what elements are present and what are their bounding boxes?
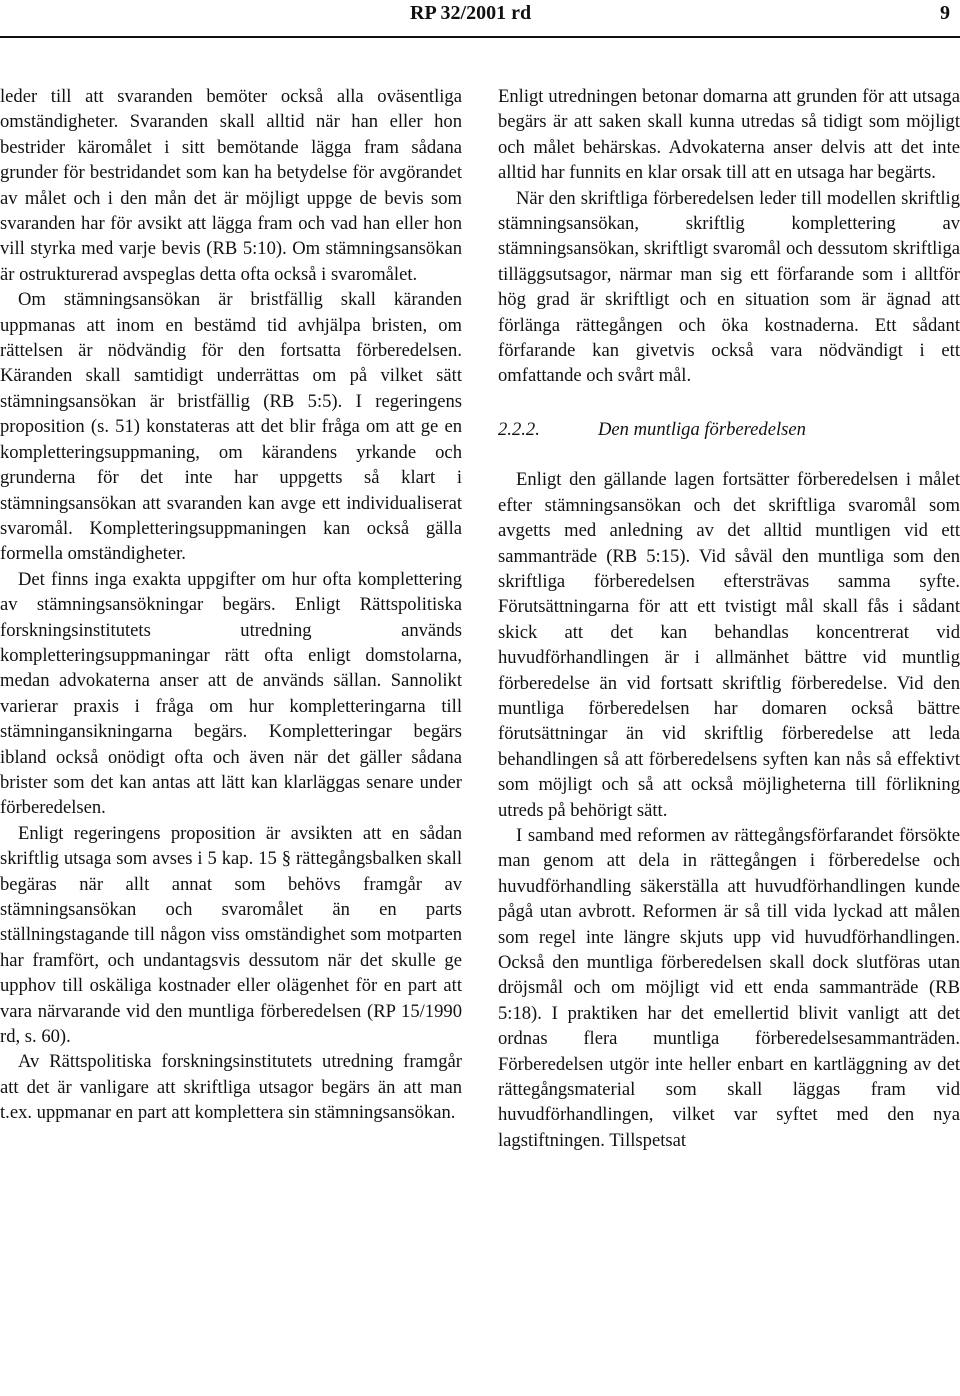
right-column (498, 84, 960, 1153)
left-column (0, 84, 462, 1126)
page-number: 9 (940, 2, 950, 24)
paragraph: Enligt regeringens proposition är avsikten att en sådan skriftlig utsaga som avses i 5 kap. 15 § rättegångsbalken skall begäras när allt annat som behövs framgår av stämningsansökan och svaromålet än en parts ställningstagande till någon viss omständighet som motparten har framfört, och undantagsvis dessutom när det skulle ge upphov till oskäliga kostnader eller olägenhet för en part att vara närvarande vid den muntliga förberedelsen (RP 15/1990 rd, s. 60). (0, 822, 462, 1048)
paragraph: Av Rättspolitiska forskningsinstitutets utredning framgår att det är vanligare att skriftliga utsagor begärs än att man t.ex. uppmanar en part att komplettera sin stämningsansökan. (0, 1051, 462, 1124)
section-title: Den muntliga förberedelsen (598, 418, 806, 440)
paragraph: leder till att svaranden bemöter också alla oväsentliga omständigheter. Svaranden skall alltid när han eller hon bestrider käromålet i sitt bemötande lägga fram sådana grunder för bestridandet som kan ha betydelse för avgörandet av målet och i den mån det är möjligt uppge de bevis som svaranden har för avsikt att lägga fram och vad han eller hon vill styrka med varje bevis (RB 5:10). Om stämningsansökan är ostrukturerad avspeglas detta ofta också i svaromålet. (0, 86, 462, 285)
document-reference: RP 32/2001 rd (410, 2, 532, 24)
header-divider (0, 36, 960, 38)
paragraph: Om stämningsansökan är bristfällig skall käranden uppmanas att inom en bestämd tid avhjälpa bristen, om rättelsen är nödvändig för den fortsatta förberedelsen. Käranden skall samtidigt underrättas om på vilket sätt stämningsansökan är bristfällig (RB 5:5). I regeringens proposition (s. 51) konstateras att det blir fråga om att ge en kompletteringsuppmaning, om kärandens yrkande och grunderna för det inte har uppgetts så klart i stämningsansökan att svaranden kan avge ett individualiserat svaromål. Kompletteringsuppmaningen kan också gälla formella omständigheter. (0, 289, 462, 565)
paragraph: När den skriftliga förberedelsen leder till modellen skriftlig stämningsansökan, skriftlig komplettering av stämningsansökan, skriftligt svaromål och dessutom skriftliga tilläggsutsagor, närmar man sig ett förfarande som i alltför hög grad är skriftligt och en situation som är ägnad att förlänga rättegången och öka kostnaderna. Ett sådant förfarande kan givetvis också vara nödvändigt i ett omfattande och svårt mål. (498, 187, 960, 387)
section-heading (498, 417, 960, 442)
paragraph: I samband med reformen av rättegångsförfarandet försökte man genom att dela in rättegången i förberedelse och huvudförhandling säkerställa att huvudförhandlingen kunde pågå utan avbrott. Reformen är så till vida lyckad att målen som regel inte längre skjuts upp vid huvudförhandlingen. Också den muntliga förberedelsen skall dock slutföras utan dröjsmål och om möjligt vid ett enda sammanträde (RB 5:18). I praktiken har det emellertid blivit vanligt att det ordnas flera muntliga förberedelsesammanträden. Förberedelsen utgör inte heller enbart en kartläggning av det rättegångsmaterial som skall läggas fram vid huvudförhandlingen, vilket var syftet med den nya lagstiftningen. Tillspetsat (498, 824, 960, 1151)
section-number: 2.2.2. (498, 418, 540, 440)
paragraph: Enligt den gällande lagen fortsätter förberedelsen i målet efter stämningsansökan och det skriftliga svaromål som avgetts med anledning av det alltid muntligen vid ett sammanträde (RB 5:15). Vid såväl den muntliga som den skriftliga förberedelsen eftersträvas samma syfte. Förutsättningarna för att ett tvistigt mål skall fås i sådant skick att det kan behandlas koncentrerat vid huvudförhandlingen är i allmänhet bättre vid muntlig förberedelse än vid fortsatt skriftlig förberedelse. Vid den muntliga förberedelsen har domaren också bättre förutsättningar än vid skriftlig förberedelse att leda behandlingen så att förberedelsens syften kan nås så effektivt som möjligt och så att också möjligheterna till förlikning utreds på behörigt sätt. (498, 469, 960, 821)
paragraph: Det finns inga exakta uppgifter om hur ofta komplettering av stämningsansökningar begärs. Enligt Rättspolitiska forskningsinstitutets utredning används kompletteringsuppmaningar rätt ofta enligt domstolarna, medan advokaterna anser att de används sällan. Sannolikt varierar praxis i fråga om hur kompletteringarna till stämningansikningarna begärs. Kompletteringar begärs ibland också onödigt ofta och även när det gäller sådana brister som det kan antas att lätt kan klarläggas senare under förberedelsen. (0, 568, 462, 819)
paragraph: Enligt utredningen betonar domarna att grunden för att utsaga begärs är att saken skall kunna utredas så tidigt som möjligt och målet behärskas. Advokaterna anser delvis att det inte alltid har funnits en klar orsak till att en utsaga har begärts. (498, 86, 960, 184)
page-header (0, 0, 960, 30)
